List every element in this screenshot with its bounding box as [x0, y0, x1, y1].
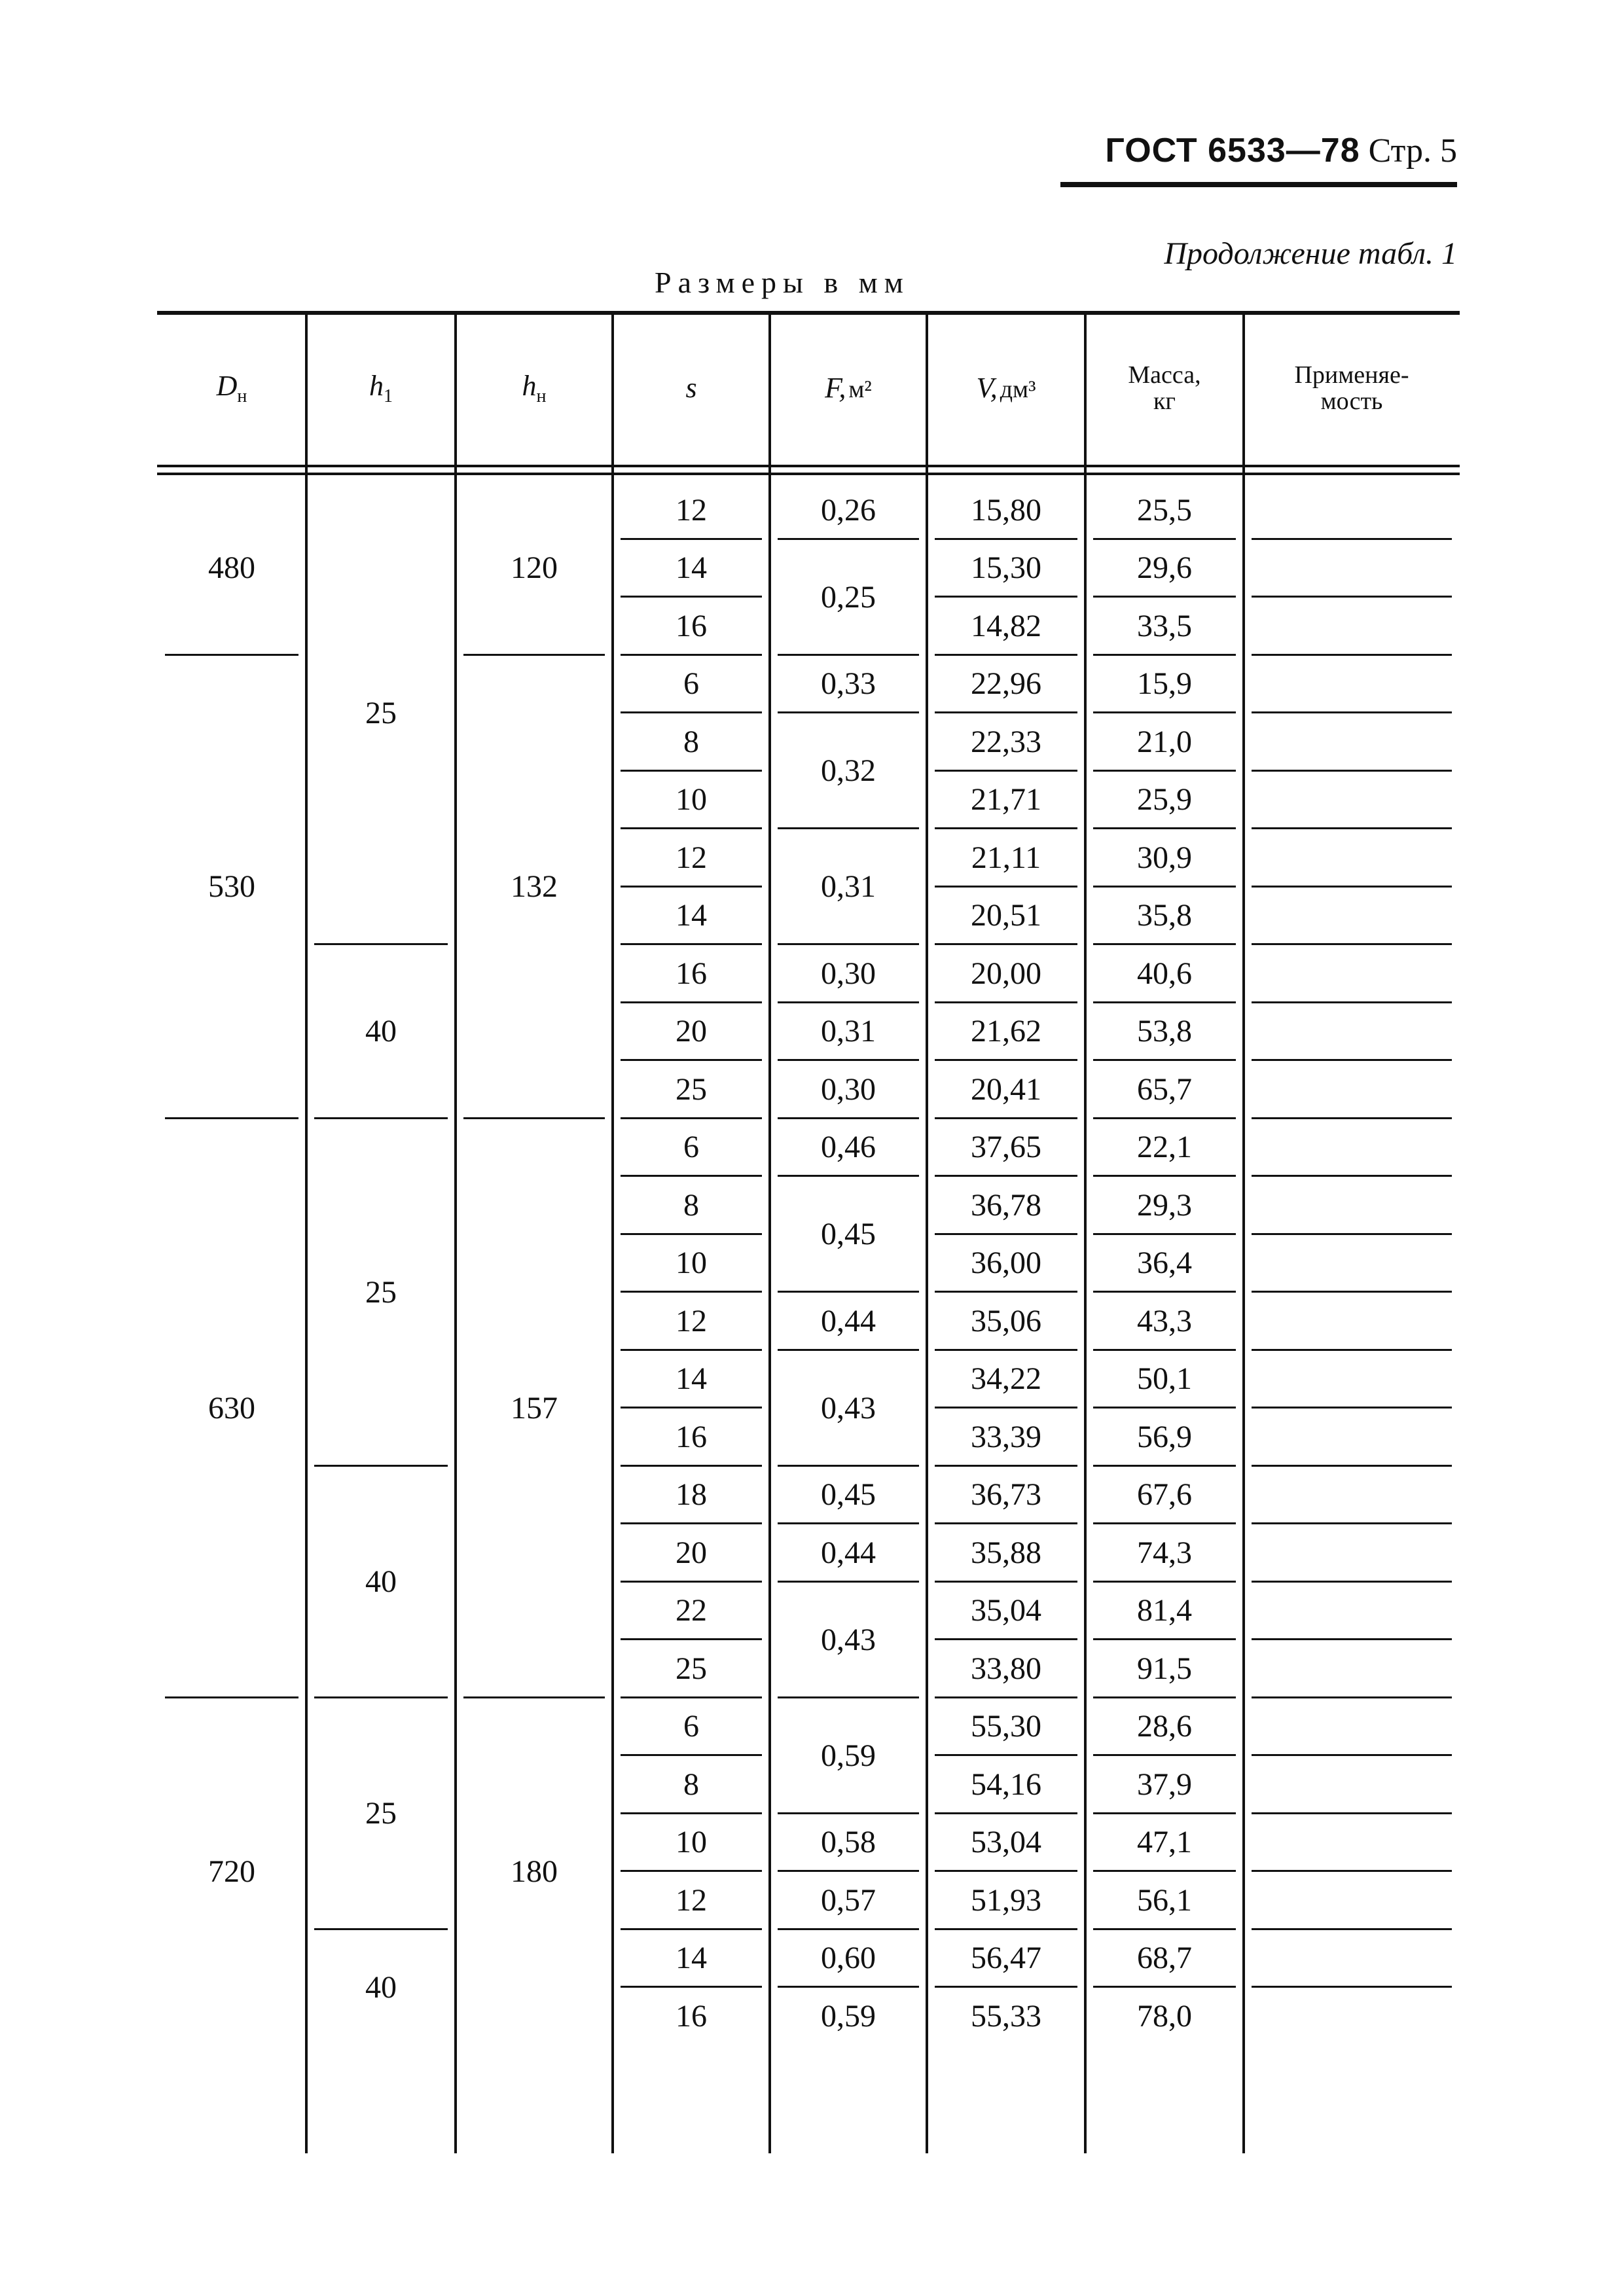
cell-v: 15,80 [971, 492, 1041, 528]
cell-mass: 35,8 [1137, 898, 1192, 933]
cell-f: 0,44 [821, 1303, 876, 1338]
cell-v: 33,80 [971, 1651, 1041, 1686]
cell-v: 14,82 [971, 608, 1041, 643]
row-divider [1252, 1233, 1452, 1235]
cell-h1: 25 [365, 1796, 397, 1831]
cell-v: 20,41 [971, 1071, 1041, 1107]
continuation-label: Продолжение табл. 1 [1164, 236, 1457, 271]
cell-f: 0,30 [821, 956, 876, 991]
cell-f: 0,32 [821, 753, 876, 788]
cell-v: 53,04 [971, 1825, 1041, 1860]
cell-f: 0,25 [821, 579, 876, 615]
row-divider [1252, 1696, 1452, 1698]
cell-mass: 47,1 [1137, 1825, 1192, 1860]
cell-s: 8 [683, 1187, 699, 1223]
cell-hn: 180 [511, 1854, 558, 1889]
col-header-hn: $h_н$ [522, 369, 547, 406]
cell-v: 22,33 [971, 724, 1041, 759]
cell-mass: 91,5 [1137, 1651, 1192, 1686]
cell-f: 0,30 [821, 1071, 876, 1107]
cell-v: 36,78 [971, 1187, 1041, 1223]
cell-s: 18 [676, 1477, 707, 1513]
row-divider [1252, 1812, 1452, 1814]
cell-hn: 157 [511, 1390, 558, 1426]
header-rule [1060, 182, 1457, 187]
row-divider [1252, 654, 1452, 656]
page-header [1105, 131, 1457, 170]
cell-v: 37,65 [971, 1130, 1041, 1165]
cell-s: 6 [683, 1709, 699, 1744]
col-header-mass: Масса, кг [1128, 361, 1201, 415]
cell-v: 35,04 [971, 1593, 1041, 1628]
cell-v: 20,00 [971, 956, 1041, 991]
cell-v: 35,88 [971, 1535, 1041, 1570]
cell-s: 22 [676, 1593, 707, 1628]
standard-number: ГОСТ 6533—78 [1105, 132, 1360, 170]
cell-mass: 36,4 [1137, 1246, 1192, 1281]
cell-s: 12 [676, 1303, 707, 1338]
row-divider [1252, 1001, 1452, 1003]
cell-f: 0,57 [821, 1882, 876, 1918]
col-header-s: s [685, 372, 697, 404]
cell-f: 0,43 [821, 1390, 876, 1426]
cell-mass: 22,1 [1137, 1130, 1192, 1165]
cell-mass: 56,1 [1137, 1882, 1192, 1918]
cell-s: 14 [676, 1941, 707, 1976]
cell-f: 0,59 [821, 1998, 876, 2034]
cell-s: 20 [676, 1014, 707, 1049]
cell-mass: 43,3 [1137, 1303, 1192, 1338]
cell-s: 16 [676, 1998, 707, 2034]
cell-mass: 25,9 [1137, 782, 1192, 817]
cell-dn: 530 [208, 869, 255, 904]
cell-mass: 25,5 [1137, 492, 1192, 528]
cell-s: 16 [676, 1419, 707, 1454]
cell-f: 0,58 [821, 1825, 876, 1860]
row-divider [1252, 1175, 1452, 1177]
row-divider [1252, 1349, 1452, 1351]
cell-f: 0,33 [821, 666, 876, 702]
row-divider [1252, 1870, 1452, 1872]
header-bottom-rule-1 [157, 465, 1460, 467]
cell-v: 21,62 [971, 1014, 1041, 1049]
cell-s: 6 [683, 666, 699, 702]
cell-f: 0,60 [821, 1941, 876, 1976]
cell-mass: 28,6 [1137, 1709, 1192, 1744]
cell-mass: 68,7 [1137, 1941, 1192, 1976]
cell-v: 36,73 [971, 1477, 1041, 1513]
cell-f: 0,44 [821, 1535, 876, 1570]
row-divider [1252, 1117, 1452, 1119]
row-divider [1252, 827, 1452, 829]
cell-v: 33,39 [971, 1419, 1041, 1454]
cell-hn: 132 [511, 869, 558, 904]
row-divider [1252, 1638, 1452, 1640]
cell-f: 0,43 [821, 1622, 876, 1657]
cell-h1: 25 [365, 1274, 397, 1310]
cell-s: 14 [676, 550, 707, 586]
header-bottom-rule-2 [157, 473, 1460, 475]
cell-v: 55,30 [971, 1709, 1041, 1744]
cell-h1: 40 [365, 1014, 397, 1049]
cell-f: 0,59 [821, 1738, 876, 1773]
col-header-f: F, м² [825, 372, 872, 404]
cell-mass: 50,1 [1137, 1361, 1192, 1397]
row-divider [1252, 1291, 1452, 1293]
cell-hn: 120 [511, 550, 558, 586]
cell-mass: 29,6 [1137, 550, 1192, 586]
row-divider [1252, 596, 1452, 598]
cell-s: 25 [676, 1071, 707, 1107]
row-divider [1252, 886, 1452, 888]
dimensions-table [157, 311, 1460, 2153]
cell-f: 0,31 [821, 1014, 876, 1049]
cell-f: 0,31 [821, 869, 876, 904]
cell-mass: 81,4 [1137, 1593, 1192, 1628]
row-divider [1252, 1407, 1452, 1408]
cell-f: 0,45 [821, 1217, 876, 1251]
cell-v: 36,00 [971, 1246, 1041, 1281]
cell-h1: 40 [365, 1564, 397, 1599]
cell-v: 21,71 [971, 782, 1041, 817]
cell-mass: 67,6 [1137, 1477, 1192, 1513]
cell-s: 14 [676, 898, 707, 933]
cell-mass: 30,9 [1137, 840, 1192, 875]
cell-mass: 53,8 [1137, 1014, 1192, 1049]
cell-s: 10 [676, 1246, 707, 1281]
col-header-v: V, дм³ [976, 372, 1036, 404]
row-divider [1252, 538, 1452, 540]
cell-mass: 74,3 [1137, 1535, 1192, 1570]
cell-mass: 40,6 [1137, 956, 1192, 991]
cell-dn: 720 [208, 1854, 255, 1889]
cell-mass: 33,5 [1137, 608, 1192, 643]
cell-v: 56,47 [971, 1941, 1041, 1976]
row-divider [1252, 1754, 1452, 1756]
cell-dn: 630 [208, 1390, 255, 1426]
cell-mass: 15,9 [1137, 666, 1192, 702]
dimensions-note: Размеры в мм [655, 266, 910, 299]
row-divider [1252, 1986, 1452, 1988]
row-divider [1252, 943, 1452, 945]
cell-s: 20 [676, 1535, 707, 1570]
cell-v: 20,51 [971, 898, 1041, 933]
row-divider [1252, 770, 1452, 772]
row-divider [1252, 711, 1452, 713]
cell-v: 22,96 [971, 666, 1041, 702]
cell-mass: 29,3 [1137, 1187, 1192, 1223]
cell-s: 10 [676, 782, 707, 817]
cell-s: 8 [683, 724, 699, 759]
cell-f: 0,26 [821, 492, 876, 528]
cell-s: 25 [676, 1651, 707, 1686]
cell-s: 10 [676, 1825, 707, 1860]
row-divider [1252, 1928, 1452, 1930]
cell-v: 35,06 [971, 1303, 1041, 1338]
cell-f: 0,46 [821, 1130, 876, 1165]
cell-s: 8 [683, 1767, 699, 1802]
col-header-h1: $h_1$ [369, 369, 393, 406]
row-divider [1252, 1059, 1452, 1061]
cell-mass: 37,9 [1137, 1767, 1192, 1802]
cell-h1: 40 [365, 1969, 397, 2005]
cell-mass: 65,7 [1137, 1071, 1192, 1107]
row-divider [1252, 1522, 1452, 1524]
col-header-applicability: Применяе- мость [1294, 361, 1409, 415]
cell-mass: 56,9 [1137, 1419, 1192, 1454]
cell-mass: 78,0 [1137, 1998, 1192, 2034]
cell-v: 51,93 [971, 1882, 1041, 1918]
cell-s: 6 [683, 1130, 699, 1165]
cell-s: 12 [676, 840, 707, 875]
cell-s: 12 [676, 492, 707, 528]
cell-s: 14 [676, 1361, 707, 1397]
cell-mass: 21,0 [1137, 724, 1192, 759]
cell-v: 55,33 [971, 1998, 1041, 2034]
cell-s: 16 [676, 608, 707, 643]
cell-h1: 25 [365, 695, 397, 730]
page-number: Стр. 5 [1368, 132, 1457, 170]
cell-f: 0,45 [821, 1477, 876, 1513]
cell-v: 34,22 [971, 1361, 1041, 1397]
cell-dn: 480 [208, 550, 255, 586]
cell-v: 15,30 [971, 550, 1041, 586]
row-divider [1252, 1465, 1452, 1467]
col-header-dn: $D_н$ [216, 369, 247, 406]
cell-v: 54,16 [971, 1767, 1041, 1802]
cell-s: 16 [676, 956, 707, 991]
cell-s: 12 [676, 1882, 707, 1918]
cell-v: 21,11 [971, 840, 1041, 875]
row-divider [1252, 1581, 1452, 1583]
